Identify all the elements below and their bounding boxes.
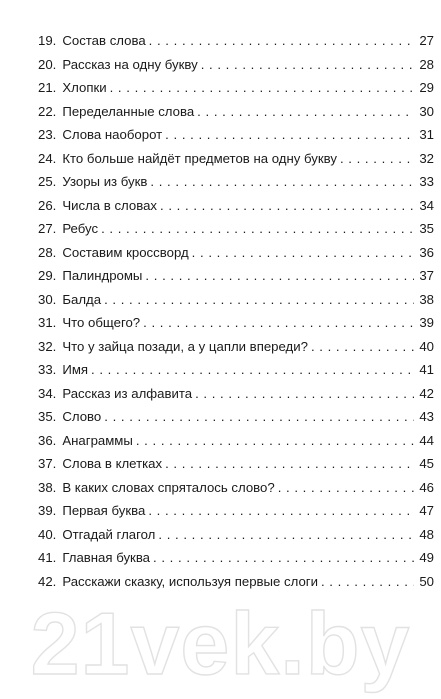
- entry-title: Имя: [62, 362, 89, 377]
- entry-title: Рассказ из алфавита: [62, 385, 193, 401]
- dot-leader: [311, 339, 414, 354]
- page-number: 33: [419, 174, 434, 189]
- toc-entry: [38, 456, 434, 480]
- dot-leader: [201, 57, 414, 72]
- entry-title: Главная буква: [62, 550, 151, 565]
- entry-title: Балда: [62, 291, 102, 307]
- dot-leader: [192, 245, 414, 260]
- entry-title: Анаграммы: [62, 432, 133, 448]
- entry-title: Кто больше найдёт предметов на одну букву: [62, 150, 337, 166]
- entry-number: 38.: [38, 479, 57, 495]
- watermark-logo: 21vek.by: [30, 594, 411, 693]
- entry-number: 37.: [38, 456, 57, 471]
- toc-entry: [38, 268, 434, 292]
- entry-number: 39.: [38, 503, 57, 518]
- dot-leader: [158, 527, 414, 542]
- dot-leader: [340, 151, 414, 166]
- entry-number: 27.: [38, 221, 57, 236]
- dot-leader: [104, 292, 414, 307]
- page-number: 41: [419, 362, 434, 377]
- toc-entry: [38, 409, 434, 433]
- entry-title: Рассказ на одну букву: [62, 56, 198, 72]
- entry-number: 33.: [38, 362, 57, 377]
- page-number: 37: [419, 268, 434, 283]
- page-number: 36: [419, 244, 434, 260]
- page-number: 31: [419, 127, 434, 142]
- page-number: 43: [419, 409, 434, 424]
- entry-title: Что общего?: [62, 315, 141, 330]
- table-of-contents: [38, 33, 434, 597]
- toc-entry: [38, 174, 434, 198]
- page-number: 32: [419, 150, 434, 166]
- toc-entry: [38, 480, 434, 504]
- dot-leader: [91, 362, 414, 377]
- dot-leader: [150, 174, 414, 189]
- toc-entry: [38, 386, 434, 410]
- entry-number: 30.: [38, 291, 57, 307]
- dot-leader: [143, 315, 414, 330]
- page-number: 45: [419, 456, 434, 471]
- entry-number: 26.: [38, 197, 57, 213]
- dot-leader: [149, 33, 414, 48]
- dot-leader: [101, 221, 414, 236]
- dot-leader: [160, 198, 414, 213]
- dot-leader: [136, 433, 414, 448]
- toc-entry: [38, 151, 434, 175]
- entry-title: Ребус: [62, 221, 99, 236]
- entry-number: 34.: [38, 385, 57, 401]
- page-number: 34: [419, 197, 434, 213]
- page-number: 27: [419, 33, 434, 48]
- entry-number: 32.: [38, 338, 57, 354]
- page-number: 40: [419, 338, 434, 354]
- dot-leader: [153, 550, 414, 565]
- dot-leader: [104, 409, 414, 424]
- toc-entry: [38, 292, 434, 316]
- toc-entry: [38, 33, 434, 57]
- entry-number: 23.: [38, 127, 57, 142]
- entry-number: 21.: [38, 80, 57, 95]
- toc-entry: [38, 527, 434, 551]
- dot-leader: [165, 456, 414, 471]
- toc-entry: [38, 104, 434, 128]
- entry-title: Расскажи сказку, используя первые слоги: [62, 573, 318, 589]
- toc-entry: [38, 503, 434, 527]
- entry-number: 19.: [38, 33, 57, 48]
- entry-number: 40.: [38, 526, 57, 542]
- entry-number: 24.: [38, 150, 57, 166]
- entry-number: 25.: [38, 174, 57, 189]
- entry-number: 42.: [38, 573, 57, 589]
- entry-number: 41.: [38, 550, 57, 565]
- page-number: 49: [419, 550, 434, 565]
- toc-entry: [38, 433, 434, 457]
- toc-entry: [38, 339, 434, 363]
- toc-entry: [38, 574, 434, 598]
- entry-number: 35.: [38, 409, 57, 424]
- page-number: 30: [419, 103, 434, 119]
- page-number: 50: [419, 573, 434, 589]
- toc-entry: [38, 127, 434, 151]
- dot-leader: [321, 574, 414, 589]
- entry-title: Хлопки: [62, 80, 107, 95]
- entry-title: Первая буква: [62, 503, 146, 518]
- entry-title: Числа в словах: [62, 197, 158, 213]
- entry-title: Слова наоборот: [62, 127, 163, 142]
- entry-title: Слово: [62, 409, 102, 424]
- dot-leader: [148, 503, 414, 518]
- toc-entry: [38, 198, 434, 222]
- dot-leader: [165, 127, 414, 142]
- toc-entry: [38, 362, 434, 386]
- entry-number: 28.: [38, 244, 57, 260]
- entry-title: Переделанные слова: [62, 103, 195, 119]
- toc-entry: [38, 80, 434, 104]
- entry-title: Составим кроссворд: [62, 244, 189, 260]
- toc-entry: [38, 221, 434, 245]
- toc-entry: [38, 550, 434, 574]
- entry-number: 20.: [38, 56, 57, 72]
- dot-leader: [195, 386, 414, 401]
- entry-number: 31.: [38, 315, 57, 330]
- dot-leader: [278, 480, 414, 495]
- dot-leader: [110, 80, 414, 95]
- entry-title: Палиндромы: [62, 268, 143, 283]
- entry-title: Узоры из букв: [62, 174, 148, 189]
- entry-title: Отгадай глагол: [62, 526, 156, 542]
- page-number: 44: [419, 432, 434, 448]
- dot-leader: [197, 104, 414, 119]
- page-number: 42: [419, 385, 434, 401]
- entry-title: Что у зайца позади, а у цапли впереди?: [62, 338, 308, 354]
- page-number: 28: [419, 56, 434, 72]
- entry-title: Состав слова: [62, 33, 146, 48]
- page-number: 38: [419, 291, 434, 307]
- dot-leader: [145, 268, 414, 283]
- entry-number: 36.: [38, 432, 57, 448]
- entry-number: 29.: [38, 268, 57, 283]
- page-number: 46: [419, 479, 434, 495]
- entry-number: 22.: [38, 103, 57, 119]
- entry-title: Слова в клетках: [62, 456, 163, 471]
- toc-entry: [38, 315, 434, 339]
- page-number: 35: [419, 221, 434, 236]
- toc-entry: [38, 57, 434, 81]
- entry-title: В каких словах спряталось слово?: [62, 479, 275, 495]
- page-number: 47: [419, 503, 434, 518]
- page-number: 39: [419, 315, 434, 330]
- page-number: 29: [419, 80, 434, 95]
- page-number: 48: [419, 526, 434, 542]
- toc-entry: [38, 245, 434, 269]
